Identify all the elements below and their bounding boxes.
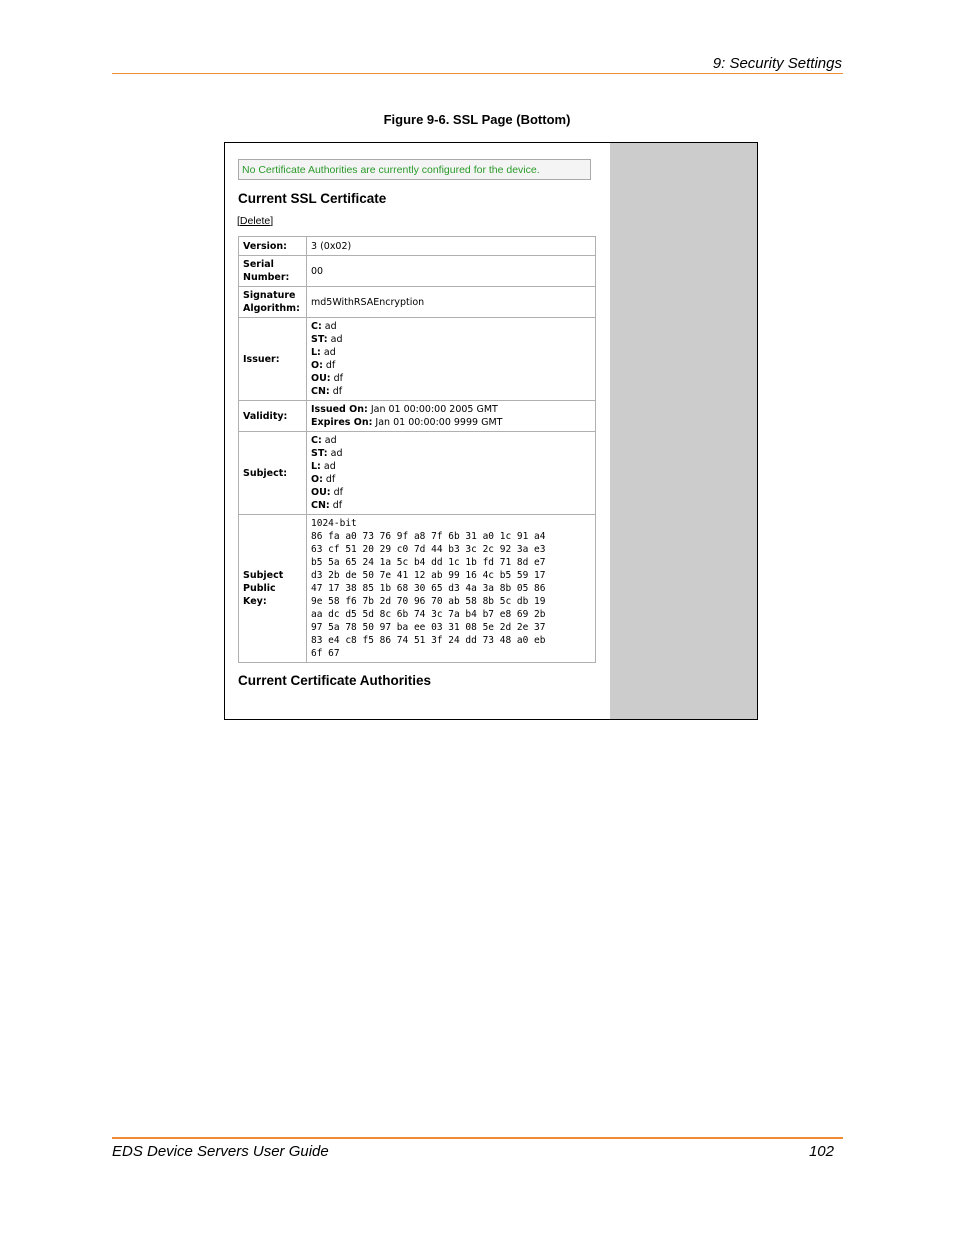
signature-value: md5WithRSAEncryption <box>307 287 596 318</box>
delete-bracket-open: [ <box>237 215 240 227</box>
key-line: 86 fa a0 73 76 9f a8 7f 6b 31 a0 1c 91 a4 <box>311 531 546 542</box>
key-line: 1024-bit <box>311 518 357 529</box>
table-row <box>239 515 596 663</box>
key-line: 6f 67 <box>311 648 340 659</box>
current-ca-heading: Current Certificate Authorities <box>238 673 432 688</box>
screenshot-frame <box>224 142 758 720</box>
issuer-label: Issuer: <box>239 318 307 401</box>
no-ca-notice: No Certificate Authorities are currently configured for the device. <box>238 159 591 180</box>
key-line: aa dc d5 5d 8c 6b 74 3c 7a b4 b7 e8 69 2b <box>311 609 546 620</box>
subject-ou: OU: df <box>311 487 343 498</box>
key-line: d3 2b de 50 7e 41 12 ab 99 16 4c b5 59 17 <box>311 570 546 581</box>
certificate-table <box>238 236 596 663</box>
current-ssl-cert-heading: Current SSL Certificate <box>238 191 387 206</box>
header-section-title: 9: Security Settings <box>712 55 842 72</box>
key-line: 97 5a 78 50 97 ba ee 03 31 08 5e 2d 2e 37 <box>311 622 546 633</box>
subject-label: Subject: <box>239 432 307 515</box>
table-row <box>239 401 596 432</box>
validity-value <box>307 401 596 432</box>
footer-rule <box>112 1137 843 1139</box>
figure-caption: Figure 9-6. SSL Page (Bottom) <box>383 112 571 127</box>
issuer-c: C: ad <box>311 321 337 332</box>
issuer-l: L: ad <box>311 347 336 358</box>
table-row <box>239 237 596 256</box>
public-key-value <box>307 515 596 663</box>
issuer-value <box>307 318 596 401</box>
expires-on: Expires On: Jan 01 00:00:00 9999 GMT <box>311 417 503 428</box>
table-row <box>239 287 596 318</box>
table-row <box>239 318 596 401</box>
footer-page-number: 102 <box>808 1143 834 1160</box>
subject-c: C: ad <box>311 435 337 446</box>
subject-o: O: df <box>311 474 336 485</box>
subject-st: ST: ad <box>311 448 343 459</box>
issued-on: Issued On: Jan 01 00:00:00 2005 GMT <box>311 404 498 415</box>
side-panel <box>610 143 757 719</box>
key-line: 47 17 38 85 1b 68 30 65 d3 4a 3a 8b 05 86 <box>311 583 546 594</box>
table-row <box>239 432 596 515</box>
issuer-cn: CN: df <box>311 386 343 397</box>
table-row <box>239 256 596 287</box>
key-line: 83 e4 c8 f5 86 74 51 3f 24 dd 73 48 a0 eb <box>311 635 546 646</box>
key-line: 63 cf 51 20 29 c0 7d 44 b3 3c 2c 92 3a e3 <box>311 544 546 555</box>
validity-label: Validity: <box>239 401 307 432</box>
footer-guide-title: EDS Device Servers User Guide <box>112 1143 329 1160</box>
issuer-o: O: df <box>311 360 336 371</box>
key-line: 9e 58 f6 7b 2d 70 96 70 ab 58 8b 5c db 19 <box>311 596 546 607</box>
public-key-label: Subject Public Key: <box>239 515 307 663</box>
key-line: b5 5a 65 24 1a 5c b4 dd 1c 1b fd 71 8d e7 <box>311 557 546 568</box>
delete-link[interactable]: Delete <box>239 215 271 227</box>
delete-bracket-close: ] <box>270 215 274 227</box>
header-rule <box>112 73 843 74</box>
serial-value: 00 <box>307 256 596 287</box>
subject-cn: CN: df <box>311 500 343 511</box>
version-label: Version: <box>239 237 307 256</box>
issuer-ou: OU: df <box>311 373 343 384</box>
issuer-st: ST: ad <box>311 334 343 345</box>
version-value: 3 (0x02) <box>307 237 596 256</box>
signature-label: Signature Algorithm: <box>239 287 307 318</box>
subject-l: L: ad <box>311 461 336 472</box>
delete-link-wrapper <box>237 215 273 227</box>
subject-value <box>307 432 596 515</box>
serial-label: Serial Number: <box>239 256 307 287</box>
